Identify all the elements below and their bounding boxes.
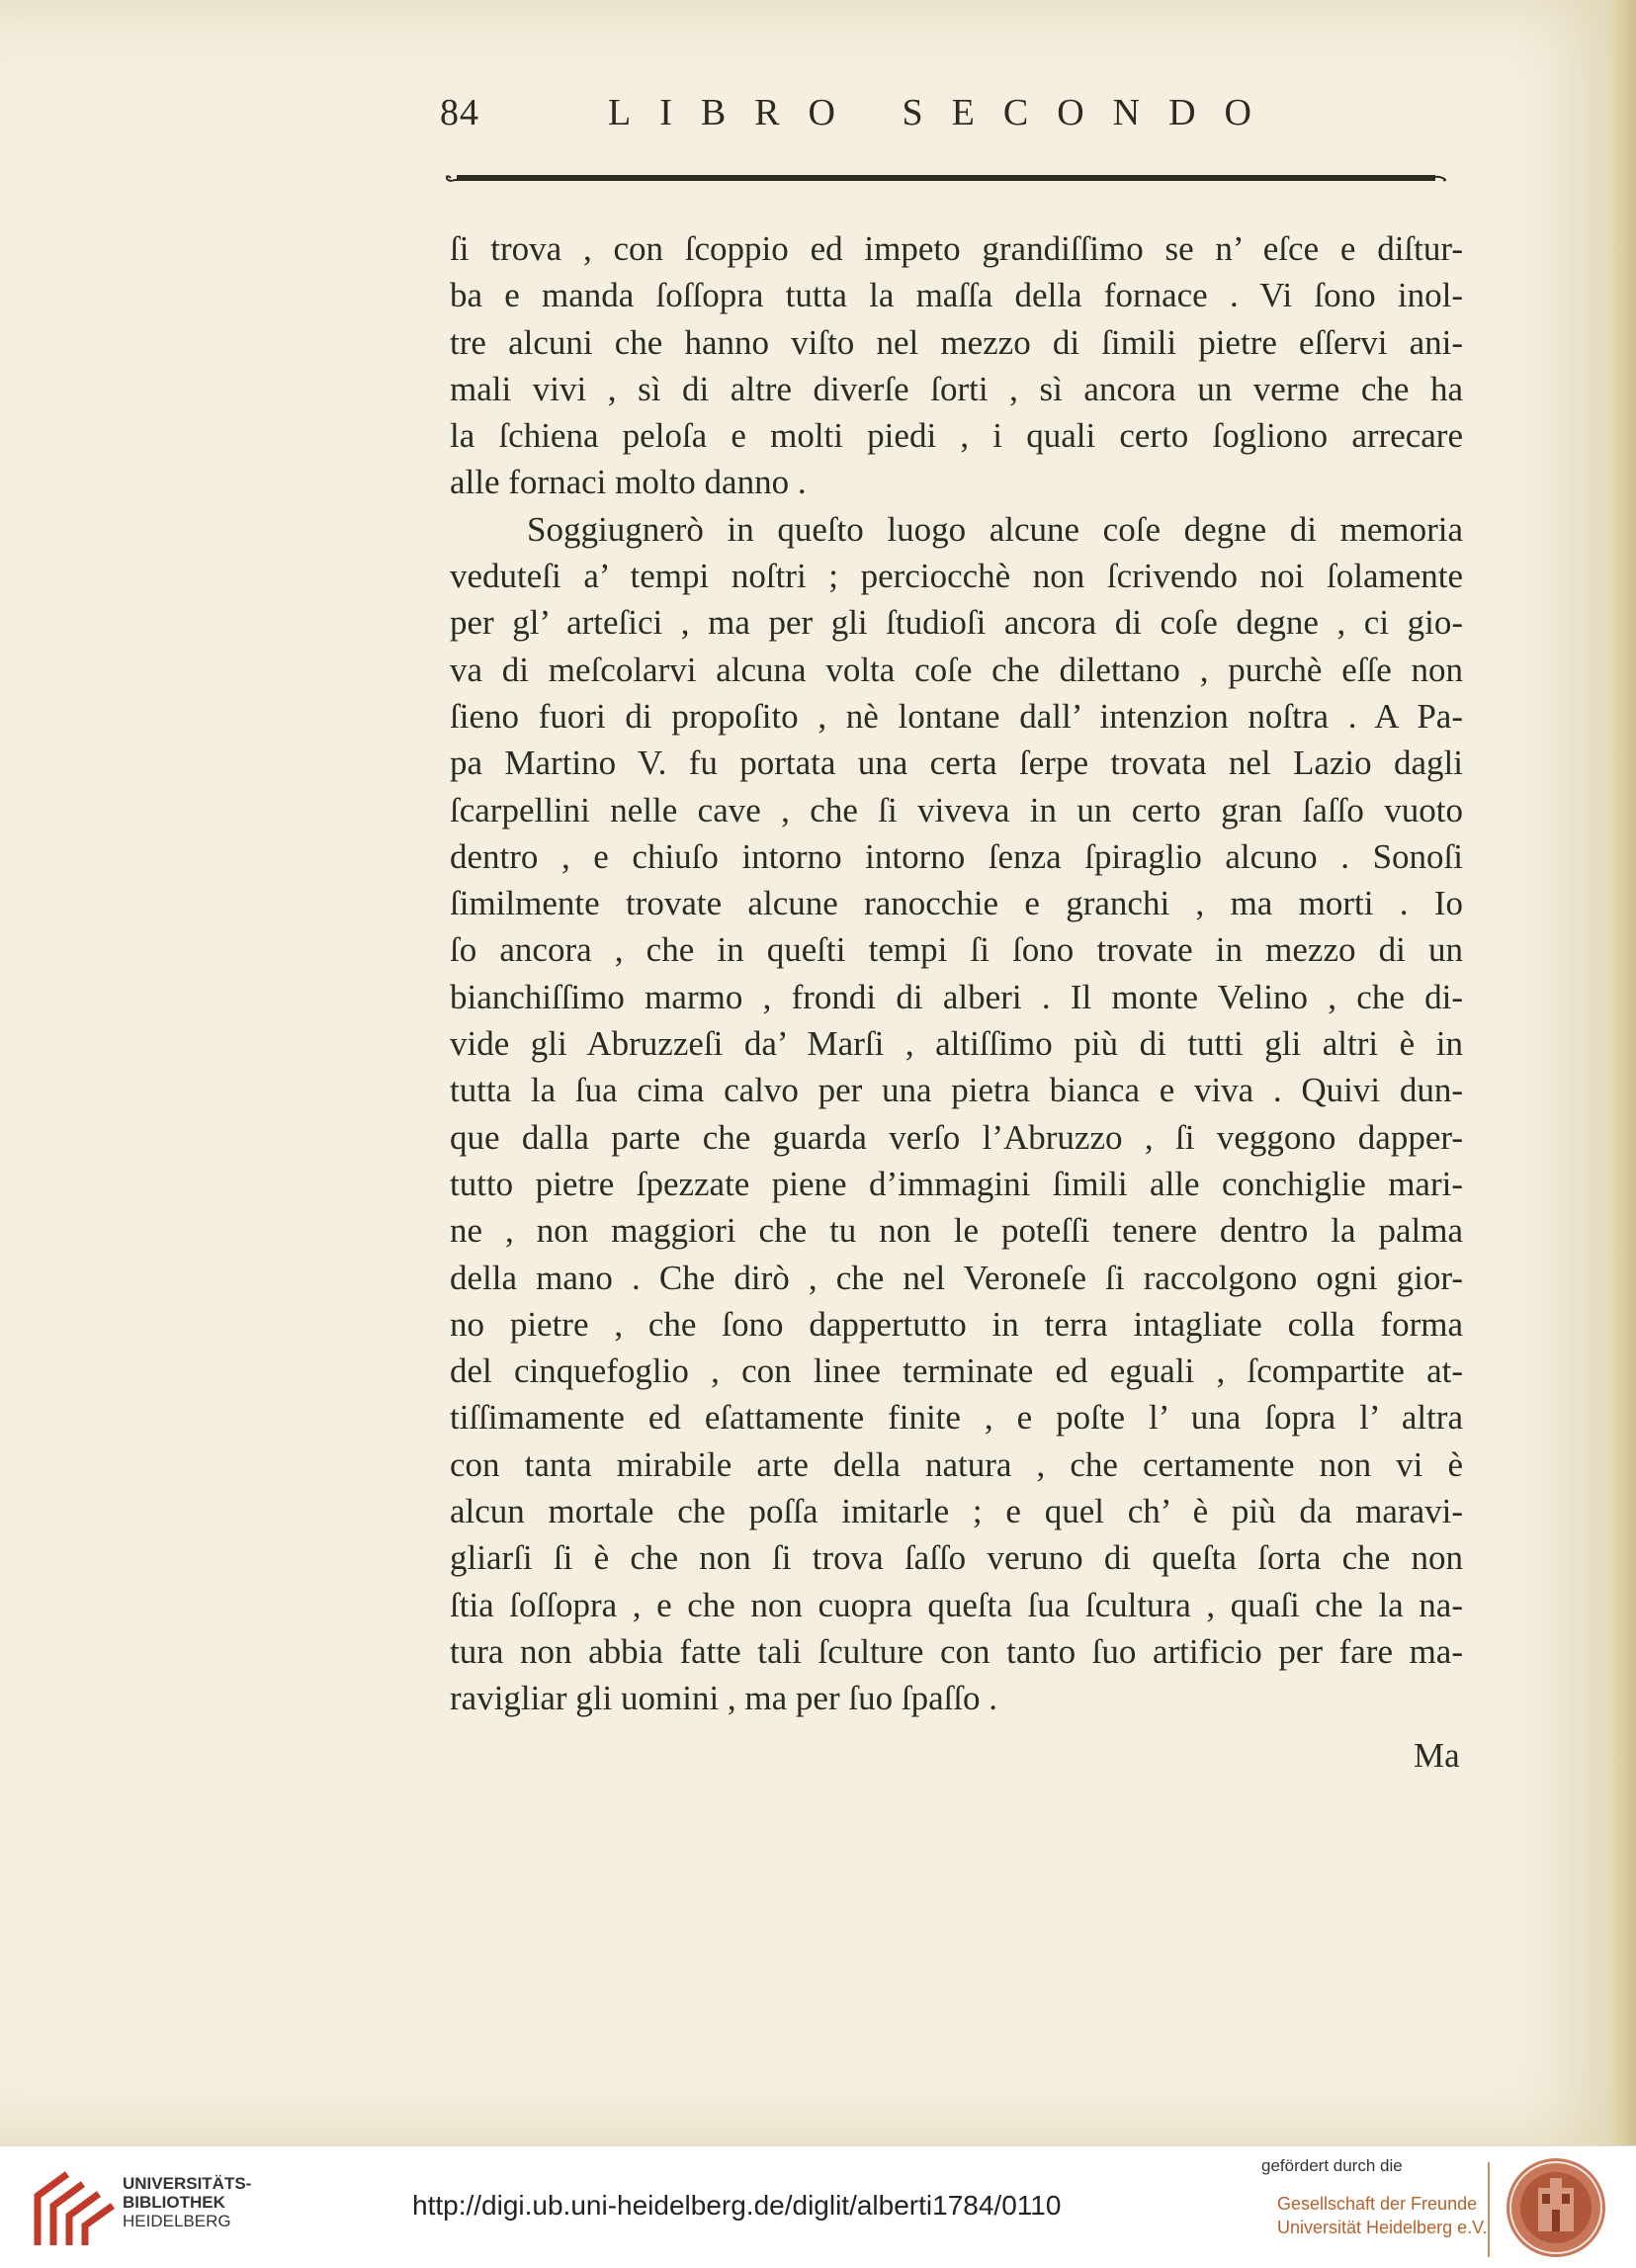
decorative-rule (443, 171, 1451, 185)
text-line: del cinquefoglio , con linee terminate ed eguali , ſcompartite at- (450, 1352, 1463, 1391)
book-title: LIBRO SECONDO (608, 92, 1280, 133)
text-line: ſcarpellini nelle cave , che ſi viveva in un certo gran ſaſſo vuoto (450, 790, 1463, 829)
university-seal-icon[interactable] (1503, 2154, 1609, 2261)
text-line: per gl’ arteſici , ma per gli ſtudioſi ancora di coſe degne , ci gio- (450, 603, 1463, 643)
text-line: ne , non maggiori che tu non le poteſſi tenere dentro la palma (450, 1211, 1463, 1251)
library-logo-icon[interactable] (28, 2166, 119, 2251)
page-edge (1610, 0, 1636, 2145)
text-line: tutta la ſua cima calvo per una pietra bianca e viva . Quivi dun- (450, 1071, 1463, 1110)
text-line: ſi trova , con ſcoppio ed impeto grandiſſimo se n’ eſce e diſtur- (450, 229, 1463, 268)
sponsor-divider (1488, 2162, 1490, 2257)
text-line: pa Martino V. fu portata una certa ſerpe trovata nel Lazio dagli (450, 743, 1463, 783)
text-line: bianchiſſimo marmo , frondi di alberi . Il monte Velino , che di- (450, 977, 1463, 1016)
text-line: alcun mortale che poſſa imitarle ; e quel ch’ è più da maravi- (450, 1492, 1463, 1531)
running-head (440, 91, 1280, 140)
sponsor-line: Universität Heidelberg e.V. (1277, 2218, 1488, 2237)
funded-by-label: gefördert durch die (1261, 2156, 1403, 2175)
footer-bar (0, 2145, 1636, 2268)
body-text (450, 225, 1463, 1722)
catchword: Ma (1414, 1736, 1460, 1775)
text-line: ſtia ſoſſopra , e che non cuopra queſta ſua ſcultura , quaſi che la na- (450, 1585, 1463, 1624)
text-line: tre alcuni che hanno viſto nel mezzo di ſimili pietre eſſervi ani- (450, 322, 1463, 362)
text-line: tutto pietre ſpezzate piene d’immagini ſimili alle conchiglie mari- (450, 1164, 1463, 1203)
text-line: ſieno fuori di propoſito , nè lontane dall’ intenzion noſtra . A Pa- (450, 696, 1463, 736)
library-name[interactable] (123, 2174, 251, 2230)
text-line: la ſchiena peloſa e molti piedi , i quali certo ſogliono arrecare (450, 416, 1463, 456)
text-line: vide gli Abruzzeſi da’ Marſi , altiſſimo più di tutti gli altri è in (450, 1024, 1463, 1064)
text-line: que dalla parte che guarda verſo l’Abruzzo , ſi veggono dapper- (450, 1117, 1463, 1157)
text-line: gliarſi ſi è che non ſi trova ſaſſo veruno di queſta ſorta che non (450, 1538, 1463, 1578)
text-line: della mano . Che dirò , che nel Veroneſe ſi raccolgono ogni gior- (450, 1258, 1463, 1297)
text-line: no pietre , che ſono dappertutto in terra intagliate colla forma (450, 1304, 1463, 1344)
library-name-line: UNIVERSITÄTS- (123, 2174, 252, 2193)
text-line: con tanta mirabile arte della natura , che certamente non vi è (450, 1444, 1463, 1484)
text-line: alle fornaci molto danno . (450, 463, 807, 502)
library-name-line: HEIDELBERG (123, 2212, 231, 2230)
text-line: ſo ancora , che in queſti tempi ſi ſono trovate in mezzo di un (450, 930, 1463, 970)
text-line: tura non abbia fatte tali ſculture con tanto ſuo artificio per fare ma- (450, 1631, 1463, 1671)
permalink-url[interactable]: http://digi.ub.uni-heidelberg.de/diglit/alberti1784/0110 (412, 2190, 1062, 2221)
text-line: va di meſcolarvi alcuna volta coſe che dilettano , purchè eſſe non (450, 650, 1463, 689)
text-line: ſimilmente trovate alcune ranocchie e granchi , ma morti . Io (450, 884, 1463, 923)
text-line: tiſſimamente ed eſattamente finite , e poſte l’ una ſopra l’ altra (450, 1398, 1463, 1438)
page-number: 84 (440, 92, 479, 133)
text-line: ravigliar gli uomini , ma per ſuo ſpaſſo . (450, 1679, 998, 1718)
library-name-line: BIBLIOTHEK (123, 2193, 225, 2212)
sponsor-line: Gesellschaft der Freunde (1277, 2194, 1478, 2214)
text-line: dentro , e chiuſo intorno intorno ſenza ſpiraglio alcuno . Sonoſi (450, 836, 1463, 876)
text-line: mali vivi , sì di altre diverſe ſorti , sì ancora un verme che ha (450, 369, 1463, 408)
text-line: Soggiugnerò in queſto luogo alcune coſe degne di memoria (527, 509, 1463, 549)
sponsor-name[interactable] (1277, 2192, 1487, 2239)
text-line: ba e manda ſoſſopra tutta la maſſa della fornace . Vi ſono inol- (450, 276, 1463, 315)
text-line: veduteſi a’ tempi noſtri ; perciocchè non ſcrivendo noi ſolamente (450, 557, 1463, 596)
